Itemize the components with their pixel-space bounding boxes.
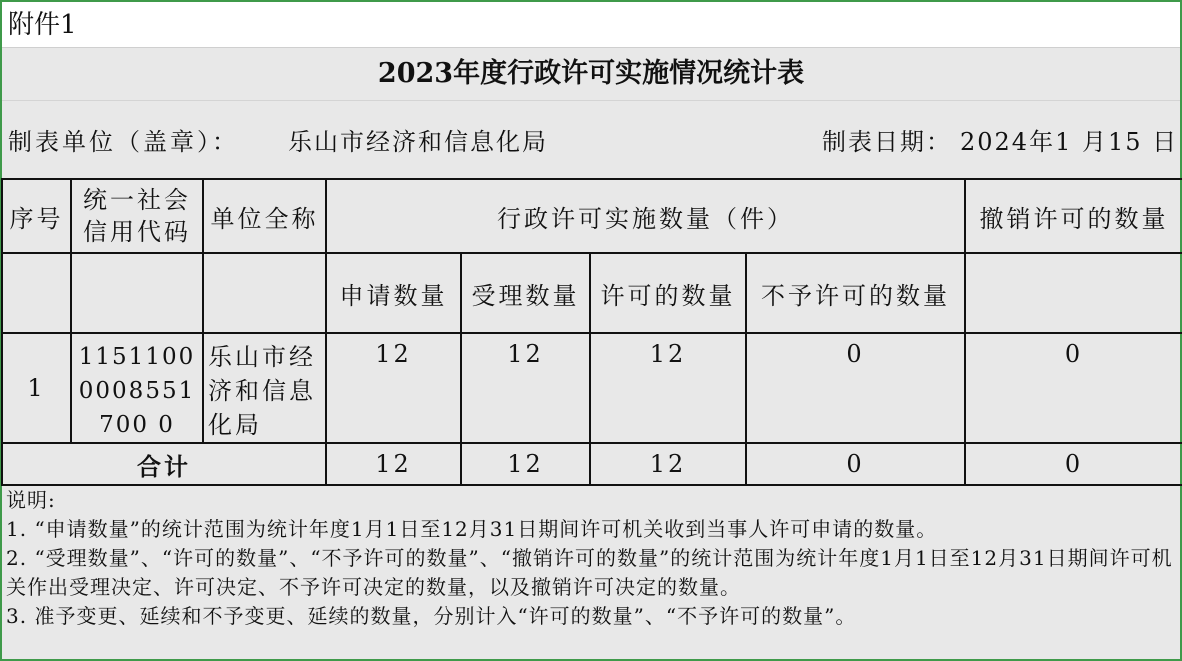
cell-code-text: 11511000008551700 0 [78,344,196,438]
header-row-1 [2,179,1182,253]
header-seq[interactable]: 序号 [2,179,71,253]
attachment-label: 附件1 [2,2,1180,48]
total-revoke[interactable]: 0 [965,443,1182,485]
cell-unit[interactable] [203,333,326,443]
header-row-2 [2,253,1182,333]
cell-revoke[interactable]: 0 [965,333,1182,443]
header-deny[interactable]: 不予许可的数量 [746,253,965,333]
empty-cell[interactable] [203,253,326,333]
cell-accept[interactable]: 12 [461,333,590,443]
total-grant[interactable]: 12 [590,443,746,485]
total-row [2,443,1182,485]
header-revoke[interactable]: 撤销许可的数量 [965,179,1182,253]
date-value: 2024年1 月15 日 [960,128,1179,156]
table-row [2,333,1182,443]
cell-deny[interactable]: 0 [746,333,965,443]
total-deny[interactable]: 0 [746,443,965,485]
header-grant[interactable]: 许可的数量 [590,253,746,333]
empty-cell[interactable] [2,253,71,333]
total-label[interactable]: 合计 [2,443,326,485]
cell-seq[interactable]: 1 [2,333,71,443]
note-item: 2. “受理数量”、“许可的数量”、“不予许可的数量”、“撤销许可的数量”的统计范围为统计年度1月1日至12月31日期间许可机关作出受理决定、许可决定、不予许可决定的数量，以及撤销许可决定的数量。 [6,546,1173,599]
cell-apply[interactable]: 12 [326,333,461,443]
total-apply[interactable]: 12 [326,443,461,485]
cell-code[interactable] [71,333,203,443]
unit-name: 乐山市经济和信息化局 [288,128,548,156]
empty-cell[interactable] [71,253,203,333]
empty-cell[interactable] [965,253,1182,333]
header-apply[interactable]: 申请数量 [326,253,461,333]
notes-section [6,486,1176,631]
header-permit-count[interactable]: 行政许可实施数量（件） [326,179,965,253]
statistics-table [1,178,1182,486]
cell-unit-text: 乐山市经济和信息化局 [208,343,316,439]
header-accept[interactable]: 受理数量 [461,253,590,333]
header-code-label: 统一社会信用代码 [83,186,191,246]
total-accept[interactable]: 12 [461,443,590,485]
unit-label: 制表单位（盖章）： [8,128,239,156]
note-item: 3. 准予变更、延续和不予变更、延续的数量，分别计入“许可的数量”、“不予许可的数量”。 [6,604,857,628]
page-title: 2023年度行政许可实施情况统计表 [2,48,1180,101]
note-item: 1. “申请数量”的统计范围为统计年度1月1日至12月31日期间许可机关收到当事人许可申请的数量。 [6,517,938,541]
header-code[interactable] [71,179,203,253]
notes-heading: 说明: [6,488,56,512]
date-label: 制表日期： [822,128,952,156]
cell-grant[interactable]: 12 [590,333,746,443]
header-unit[interactable]: 单位全称 [203,179,326,253]
